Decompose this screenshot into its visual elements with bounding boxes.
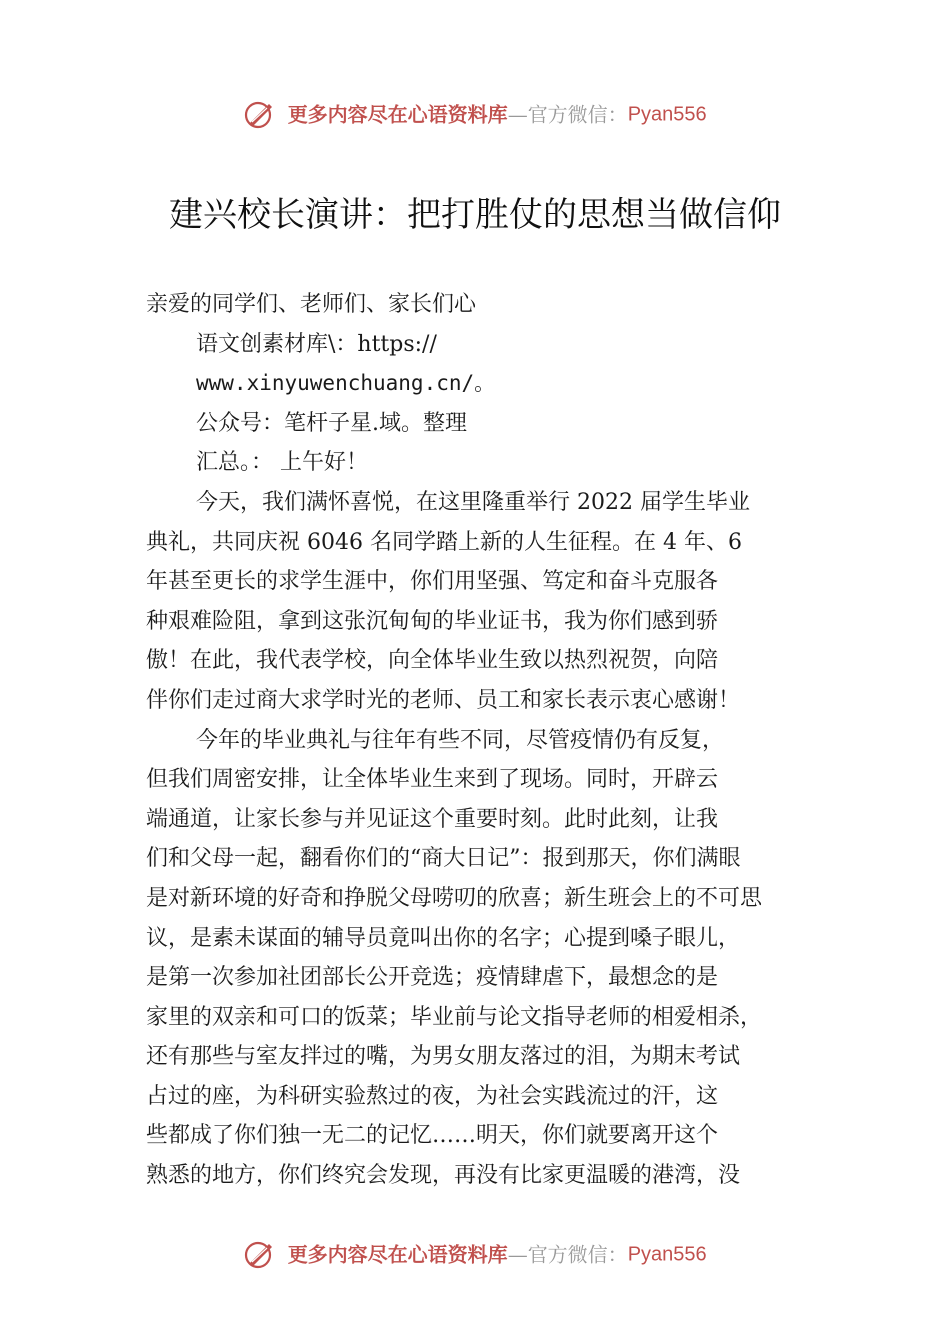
text-line: 但我们周密安排，让全体毕业生来到了现场。同时，开辟云: [146, 767, 719, 793]
text-line: 家里的双亲和可口的饭菜；毕业前与论文指导老师的相爱相杀，: [146, 1004, 763, 1030]
watermark-wechat-id: Pyan556: [627, 1243, 707, 1266]
text-line: 汇总。： 上午好！: [196, 450, 368, 476]
text-line: 今天，我们满怀喜悦，在这里隆重举行 2022 届学生毕业: [196, 489, 750, 515]
watermark-sub-text: —官方微信：: [507, 1242, 628, 1267]
footer-watermark: [0, 1238, 950, 1270]
text-line: 傲！在此，我代表学校，向全体毕业生致以热烈祝贺，向陪: [146, 648, 719, 674]
text-line: 熟悉的地方，你们终究会发现，再没有比家更温暖的港湾，没: [146, 1163, 741, 1189]
text-line: 是对新环境的好奇和挣脱父母唠叨的欣喜；新生班会上的不可思: [146, 885, 763, 911]
quill-logo-icon: [243, 100, 277, 130]
quill-logo-icon: [243, 1240, 277, 1270]
text-line: 议，是素未谋面的辅导员竟叫出你的名字；心提到嗓子眼儿，: [146, 925, 741, 951]
text-line: 是第一次参加社团部长公开竞选；疫情肆虐下，最想念的是: [146, 965, 719, 991]
text-line: 年甚至更长的求学生涯中，你们用坚强、笃定和奋斗克服各: [146, 569, 719, 595]
text-line: 亲爱的同学们、老师们、家长们心: [146, 292, 477, 317]
watermark-sub-text: —官方微信：: [507, 102, 628, 127]
text-line: 典礼，共同庆祝 6046 名同学踏上新的人生征程。在 4 年、6: [146, 529, 742, 555]
document-title: 建兴校长演讲：把打胜仗的思想当做信仰: [169, 195, 781, 235]
text-line: 些都成了你们独一无二的记忆……明天，你们就要离开这个: [146, 1123, 719, 1149]
text-line: 们和父母一起，翻看你们的“商大日记”：报到那天，你们满眼: [146, 846, 741, 872]
document-body: [146, 285, 836, 1196]
text-line: 占过的座，为科研实验熬过的夜，为社会实践流过的汗，这: [146, 1083, 719, 1109]
text-line: 种艰难险阻，拿到这张沉甸甸的毕业证书，我为你们感到骄: [146, 608, 719, 634]
text-line: www.xinyuwenchuang.cn/。: [196, 371, 496, 396]
text-line: 今年的毕业典礼与往年有些不同，尽管疫情仍有反复，: [196, 727, 725, 753]
text-line: 公众号：笔杆子星.域。整理: [196, 410, 467, 436]
header-watermark: [0, 98, 950, 130]
watermark-wechat-id: Pyan556: [627, 103, 707, 126]
text-line: 伴你们走过商大求学时光的老师、员工和家长表示衷心感谢！: [146, 687, 741, 713]
watermark-main-text: 更多内容尽在心语资料库: [287, 102, 508, 127]
text-line: 语文创素材库\：https://: [196, 331, 437, 357]
text-line: 还有那些与室友拌过的嘴，为男女朋友落过的泪，为期末考试: [146, 1044, 741, 1070]
text-line: 端通道，让家长参与并见证这个重要时刻。此时此刻，让我: [146, 806, 719, 832]
watermark-main-text: 更多内容尽在心语资料库: [287, 1242, 508, 1267]
